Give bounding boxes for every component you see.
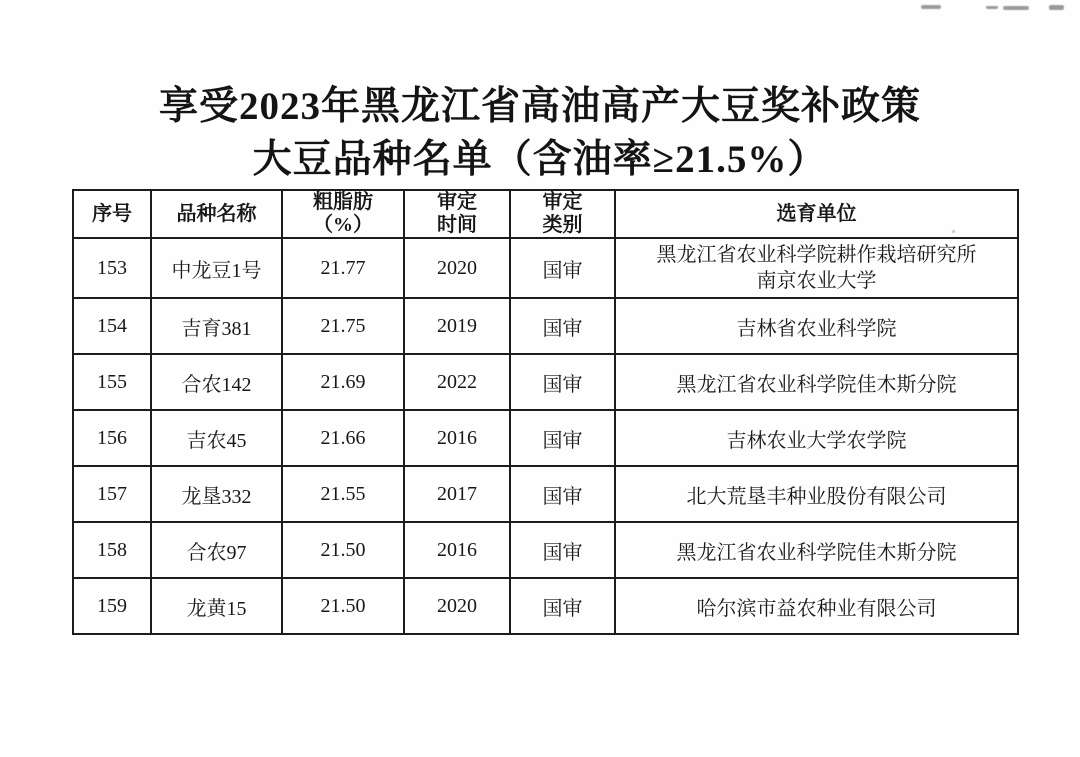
cell-fat: 21.77 bbox=[282, 238, 404, 298]
table-row bbox=[73, 354, 1018, 410]
scan-artifact bbox=[1003, 6, 1029, 10]
cell-variety-name: 龙黄15 bbox=[151, 578, 282, 634]
cell-no: 158 bbox=[73, 522, 151, 578]
cell-fat: 21.50 bbox=[282, 522, 404, 578]
cell-category: 国审 bbox=[510, 578, 615, 634]
header-cell-breeding-unit: 选育单位 bbox=[615, 190, 1018, 238]
cell-variety-name: 龙垦332 bbox=[151, 466, 282, 522]
cell-fat: 21.69 bbox=[282, 354, 404, 410]
scan-artifact bbox=[1049, 5, 1064, 10]
cell-variety-name: 中龙豆1号 bbox=[151, 238, 282, 298]
scan-artifact bbox=[986, 6, 998, 9]
breeding-unit-line-2: 南京农业大学 bbox=[756, 270, 877, 292]
header-cell-variety: 品种名称 bbox=[151, 190, 282, 238]
table-row bbox=[73, 238, 1018, 298]
scan-artifact bbox=[921, 5, 941, 9]
cell-breeding-unit: 吉林农业大学农学院 bbox=[615, 410, 1018, 466]
cell-breeding-unit: 吉林省农业科学院 bbox=[615, 298, 1018, 354]
header-cell-fat bbox=[282, 190, 404, 238]
cell-year: 2017 bbox=[404, 466, 510, 522]
table-row bbox=[73, 522, 1018, 578]
table-row bbox=[73, 466, 1018, 522]
cell-category: 国审 bbox=[510, 298, 615, 354]
cell-year: 2016 bbox=[404, 522, 510, 578]
cell-year: 2020 bbox=[404, 578, 510, 634]
table-row bbox=[73, 578, 1018, 634]
cell-variety-name: 吉农45 bbox=[151, 410, 282, 466]
cell-fat: 21.50 bbox=[282, 578, 404, 634]
cell-category: 国审 bbox=[510, 410, 615, 466]
cell-breeding-unit: 哈尔滨市益农种业有限公司 bbox=[615, 578, 1018, 634]
cell-breeding-unit: 黑龙江省农业科学院佳木斯分院 bbox=[615, 354, 1018, 410]
cell-no: 157 bbox=[73, 466, 151, 522]
cell-breeding-unit bbox=[615, 238, 1018, 298]
cell-variety-name: 合农97 bbox=[151, 522, 282, 578]
cell-breeding-unit: 北大荒垦丰种业股份有限公司 bbox=[615, 466, 1018, 522]
cell-year: 2022 bbox=[404, 354, 510, 410]
cell-category: 国审 bbox=[510, 238, 615, 298]
cell-no: 155 bbox=[73, 354, 151, 410]
cell-year: 2016 bbox=[404, 410, 510, 466]
header-cell-approval-time bbox=[404, 190, 510, 238]
header-category-line1: 审定 bbox=[542, 191, 583, 213]
cell-category: 国审 bbox=[510, 522, 615, 578]
cell-variety-name: 吉育381 bbox=[151, 298, 282, 354]
title-line-2: 大豆品种名单（含油率≥21.5%） bbox=[252, 138, 828, 181]
cell-year: 2020 bbox=[404, 238, 510, 298]
table-row bbox=[73, 410, 1018, 466]
breeding-unit-line-1: 黑龙江省农业科学院耕作栽培研究所 bbox=[656, 244, 977, 266]
cell-no: 156 bbox=[73, 410, 151, 466]
header-category-line2: 类别 bbox=[542, 214, 583, 236]
header-time-line1: 审定 bbox=[437, 191, 477, 213]
soybean-variety-table bbox=[72, 189, 1019, 635]
cell-no: 153 bbox=[73, 238, 151, 298]
document-title bbox=[0, 80, 1080, 186]
table-header-row bbox=[73, 190, 1018, 238]
cell-year: 2019 bbox=[404, 298, 510, 354]
cell-fat: 21.66 bbox=[282, 410, 404, 466]
header-fat-line1: 粗脂肪 bbox=[313, 191, 373, 213]
cell-category: 国审 bbox=[510, 354, 615, 410]
header-cell-approval-category bbox=[510, 190, 615, 238]
cell-fat: 21.75 bbox=[282, 298, 404, 354]
table-row bbox=[73, 298, 1018, 354]
header-time-line2: 时间 bbox=[437, 214, 477, 236]
cell-no: 154 bbox=[73, 298, 151, 354]
cell-fat: 21.55 bbox=[282, 466, 404, 522]
header-cell-no: 序号 bbox=[73, 190, 151, 238]
cell-breeding-unit: 黑龙江省农业科学院佳木斯分院 bbox=[615, 522, 1018, 578]
cell-no: 159 bbox=[73, 578, 151, 634]
title-line-1: 享受2023年黑龙江省高油高产大豆奖补政策 bbox=[158, 85, 921, 128]
header-fat-line2: （%） bbox=[313, 214, 373, 236]
cell-variety-name: 合农142 bbox=[151, 354, 282, 410]
cell-category: 国审 bbox=[510, 466, 615, 522]
